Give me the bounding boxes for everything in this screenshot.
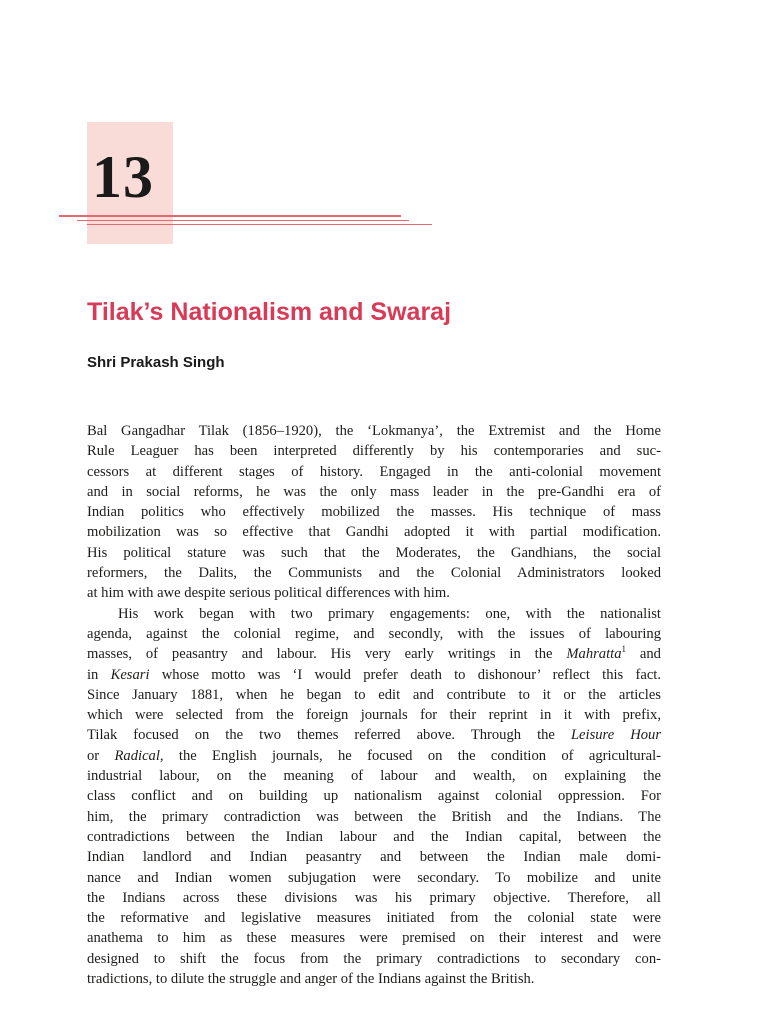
paragraph-1 xyxy=(87,421,661,604)
text-line: nance and Indian women subjugation were secondary. To mobilize and unite xyxy=(87,869,661,886)
journal-title-kesari: Kesari xyxy=(110,666,150,683)
text-line: class conflict and on building up nationalism against colonial oppression. For xyxy=(87,788,661,805)
text-line: cessors at different stages of history. Engaged in the anti-colonial movement xyxy=(87,463,661,480)
text-line: which were selected from the foreign journals for their reprint in it with prefix, xyxy=(87,707,661,724)
body-text xyxy=(87,421,661,989)
text-line: Indian politics who effectively mobilized the masses. His technique of mass xyxy=(87,504,661,521)
text-line: mobilization was so effective that Gandhi adopted it with partial modification. xyxy=(87,524,661,541)
text-line: His work began with two primary engagements: one, with the nationalist xyxy=(118,605,661,622)
text-line: the Indians across these divisions was his primary objective. Therefore, all xyxy=(87,889,661,906)
chapter-author: Shri Prakash Singh xyxy=(87,354,225,371)
journal-title-radical: Radical xyxy=(114,747,160,764)
text-line: and in social reforms, he was the only mass leader in the pre-Gandhi era of xyxy=(87,483,661,500)
text-line: Rule Leaguer has been interpreted differently by his contemporaries and suc- xyxy=(87,443,661,460)
text-line: Since January 1881, when he began to edit and contribute to it or the articles xyxy=(87,686,661,703)
text-line: designed to shift the focus from the primary contradictions to secondary con- xyxy=(87,950,661,967)
text-line: the reformative and legislative measures initiated from the colonial state were xyxy=(87,910,661,927)
text-line: at him with awe despite serious political differences with him. xyxy=(87,585,450,602)
journal-title-leisure-hour: Leisure Hour xyxy=(570,727,662,744)
text-line: him, the primary contradiction was between the British and the Indians. The xyxy=(87,808,661,825)
text-line: in Kesari whose motto was ‘I would prefer death to dishonour’ reflect this fact. xyxy=(87,666,661,683)
chapter-title: Tilak’s Nationalism and Swaraj xyxy=(87,298,452,326)
decorative-rule xyxy=(77,220,409,221)
text-line: agenda, against the colonial regime, and secondly, with the issues of labouring xyxy=(87,625,661,642)
chapter-number: 13 xyxy=(92,144,154,210)
text-line: contradictions between the Indian labour and the Indian capital, between the xyxy=(87,828,661,845)
text-line: or Radical, the English journals, he focused on the condition of agricultural- xyxy=(87,747,661,764)
text-line: Bal Gangadhar Tilak (1856–1920), the ‘Lokmanya’, the Extremist and the Home xyxy=(87,423,661,439)
text-line: reformers, the Dalits, the Communists and the Colonial Administrators looked xyxy=(87,565,661,582)
journal-title-mahratta: Mahratta xyxy=(566,646,622,663)
text-line: Tilak focused on the two themes referred above. Through the Leisure Hour xyxy=(87,727,662,744)
decorative-rule xyxy=(59,215,401,217)
footnote-marker[interactable]: 1 xyxy=(621,644,627,655)
text-line: industrial labour, on the meaning of labour and wealth, on explaining the xyxy=(87,768,661,785)
paragraph-2 xyxy=(87,604,661,990)
text-line: Indian landlord and Indian peasantry and between the Indian male domi- xyxy=(87,849,661,866)
text-line: anathema to him as these measures were premised on their interest and were xyxy=(87,930,661,947)
text-line: tradictions, to dilute the struggle and anger of the Indians against the British. xyxy=(87,971,535,988)
text-line: His political stature was such that the Moderates, the Gandhians, the social xyxy=(87,544,661,561)
decorative-rule xyxy=(87,224,432,225)
text-line: masses, of peasantry and labour. His very early writings in the Mahratta$^1$ and xyxy=(87,644,661,663)
